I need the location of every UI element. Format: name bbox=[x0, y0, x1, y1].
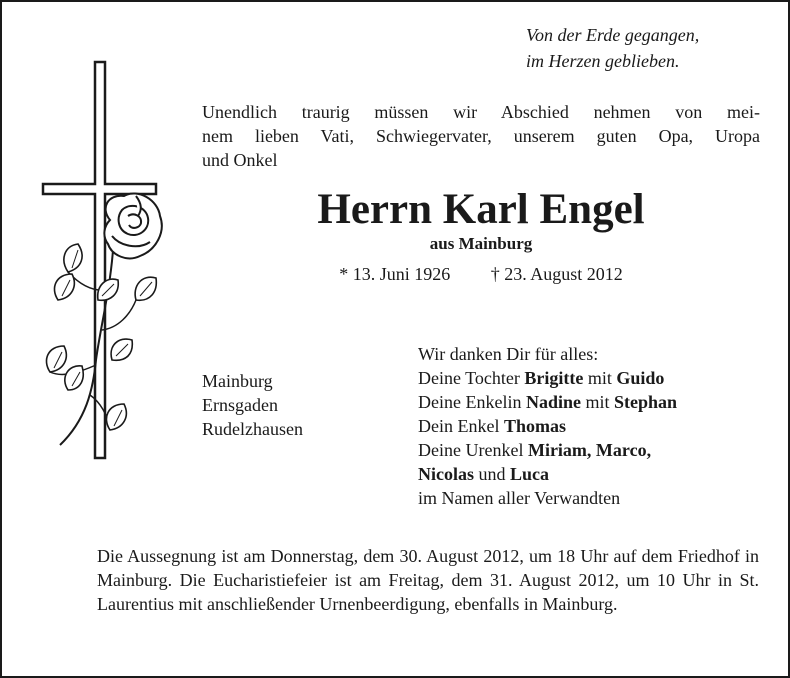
great-grandchildren-line-1 bbox=[418, 438, 677, 462]
place-item: Rudelzhausen bbox=[202, 419, 303, 439]
deceased-origin: aus Mainburg bbox=[429, 234, 533, 253]
grandson-name: Thomas bbox=[503, 416, 566, 436]
daughter-mit: mit bbox=[587, 368, 612, 388]
life-dates bbox=[202, 264, 760, 285]
grandson-line bbox=[418, 414, 677, 438]
great-grandchildren-prefix: Deine Urenkel bbox=[418, 440, 524, 460]
service-info: Die Aussegnung ist am Donnerstag, dem 30. August 2012, um 18 Uhr auf dem Friedhof in Mainburg. Die Eucharistiefeier ist am Freitag, dem 31. August 2012, um 10 Uhr in St. Laurentius mit anschließender Urnenbeerdigung, ebenfalls in Mainburg. bbox=[97, 546, 759, 614]
death-date: † 23. August 2012 bbox=[490, 264, 623, 284]
grandson-prefix: Dein Enkel bbox=[418, 416, 500, 436]
cross-with-rose-icon bbox=[38, 60, 178, 460]
granddaughter-name: Nadine bbox=[525, 392, 581, 412]
granddaughter-mit: mit bbox=[585, 392, 610, 412]
birth-date: * 13. Juni 1926 bbox=[339, 264, 451, 284]
granddaughter-partner-name: Stephan bbox=[614, 392, 678, 412]
daughter-line bbox=[418, 366, 677, 390]
daughter-partner-name: Guido bbox=[616, 368, 665, 388]
intro-line-1: Unendlich traurig müssen wir Abschied nehmen von mei- bbox=[202, 102, 760, 122]
granddaughter-prefix: Deine Enkelin bbox=[418, 392, 522, 412]
family-signatures bbox=[418, 342, 677, 510]
intro-line-3: und Onkel bbox=[202, 150, 278, 170]
great-grandchildren-line-2 bbox=[418, 462, 677, 486]
closing-line: im Namen aller Verwandten bbox=[418, 488, 621, 508]
motto-line-2: im Herzen geblieben. bbox=[526, 51, 680, 71]
place-item: Ernsgaden bbox=[202, 395, 278, 415]
great-grandchildren-und: und bbox=[478, 464, 506, 484]
daughter-prefix: Deine Tochter bbox=[418, 368, 520, 388]
daughter-name: Brigitte bbox=[524, 368, 584, 388]
great-grandchild-name: Luca bbox=[510, 464, 550, 484]
deceased-name: Herrn Karl Engel bbox=[317, 186, 645, 233]
granddaughter-line bbox=[418, 390, 677, 414]
motto bbox=[526, 22, 699, 74]
intro-text bbox=[202, 100, 760, 172]
great-grandchildren-names-1: Miriam, Marco, bbox=[527, 440, 652, 460]
great-grandchild-name: Nicolas bbox=[418, 464, 474, 484]
thanks-line: Wir danken Dir für alles: bbox=[418, 344, 599, 364]
intro-line-2: nem lieben Vati, Schwiegervater, unserem guten Opa, Uropa bbox=[202, 126, 760, 146]
places-list bbox=[202, 369, 303, 441]
place-item: Mainburg bbox=[202, 371, 273, 391]
motto-line-1: Von der Erde gegangen, bbox=[526, 25, 700, 45]
